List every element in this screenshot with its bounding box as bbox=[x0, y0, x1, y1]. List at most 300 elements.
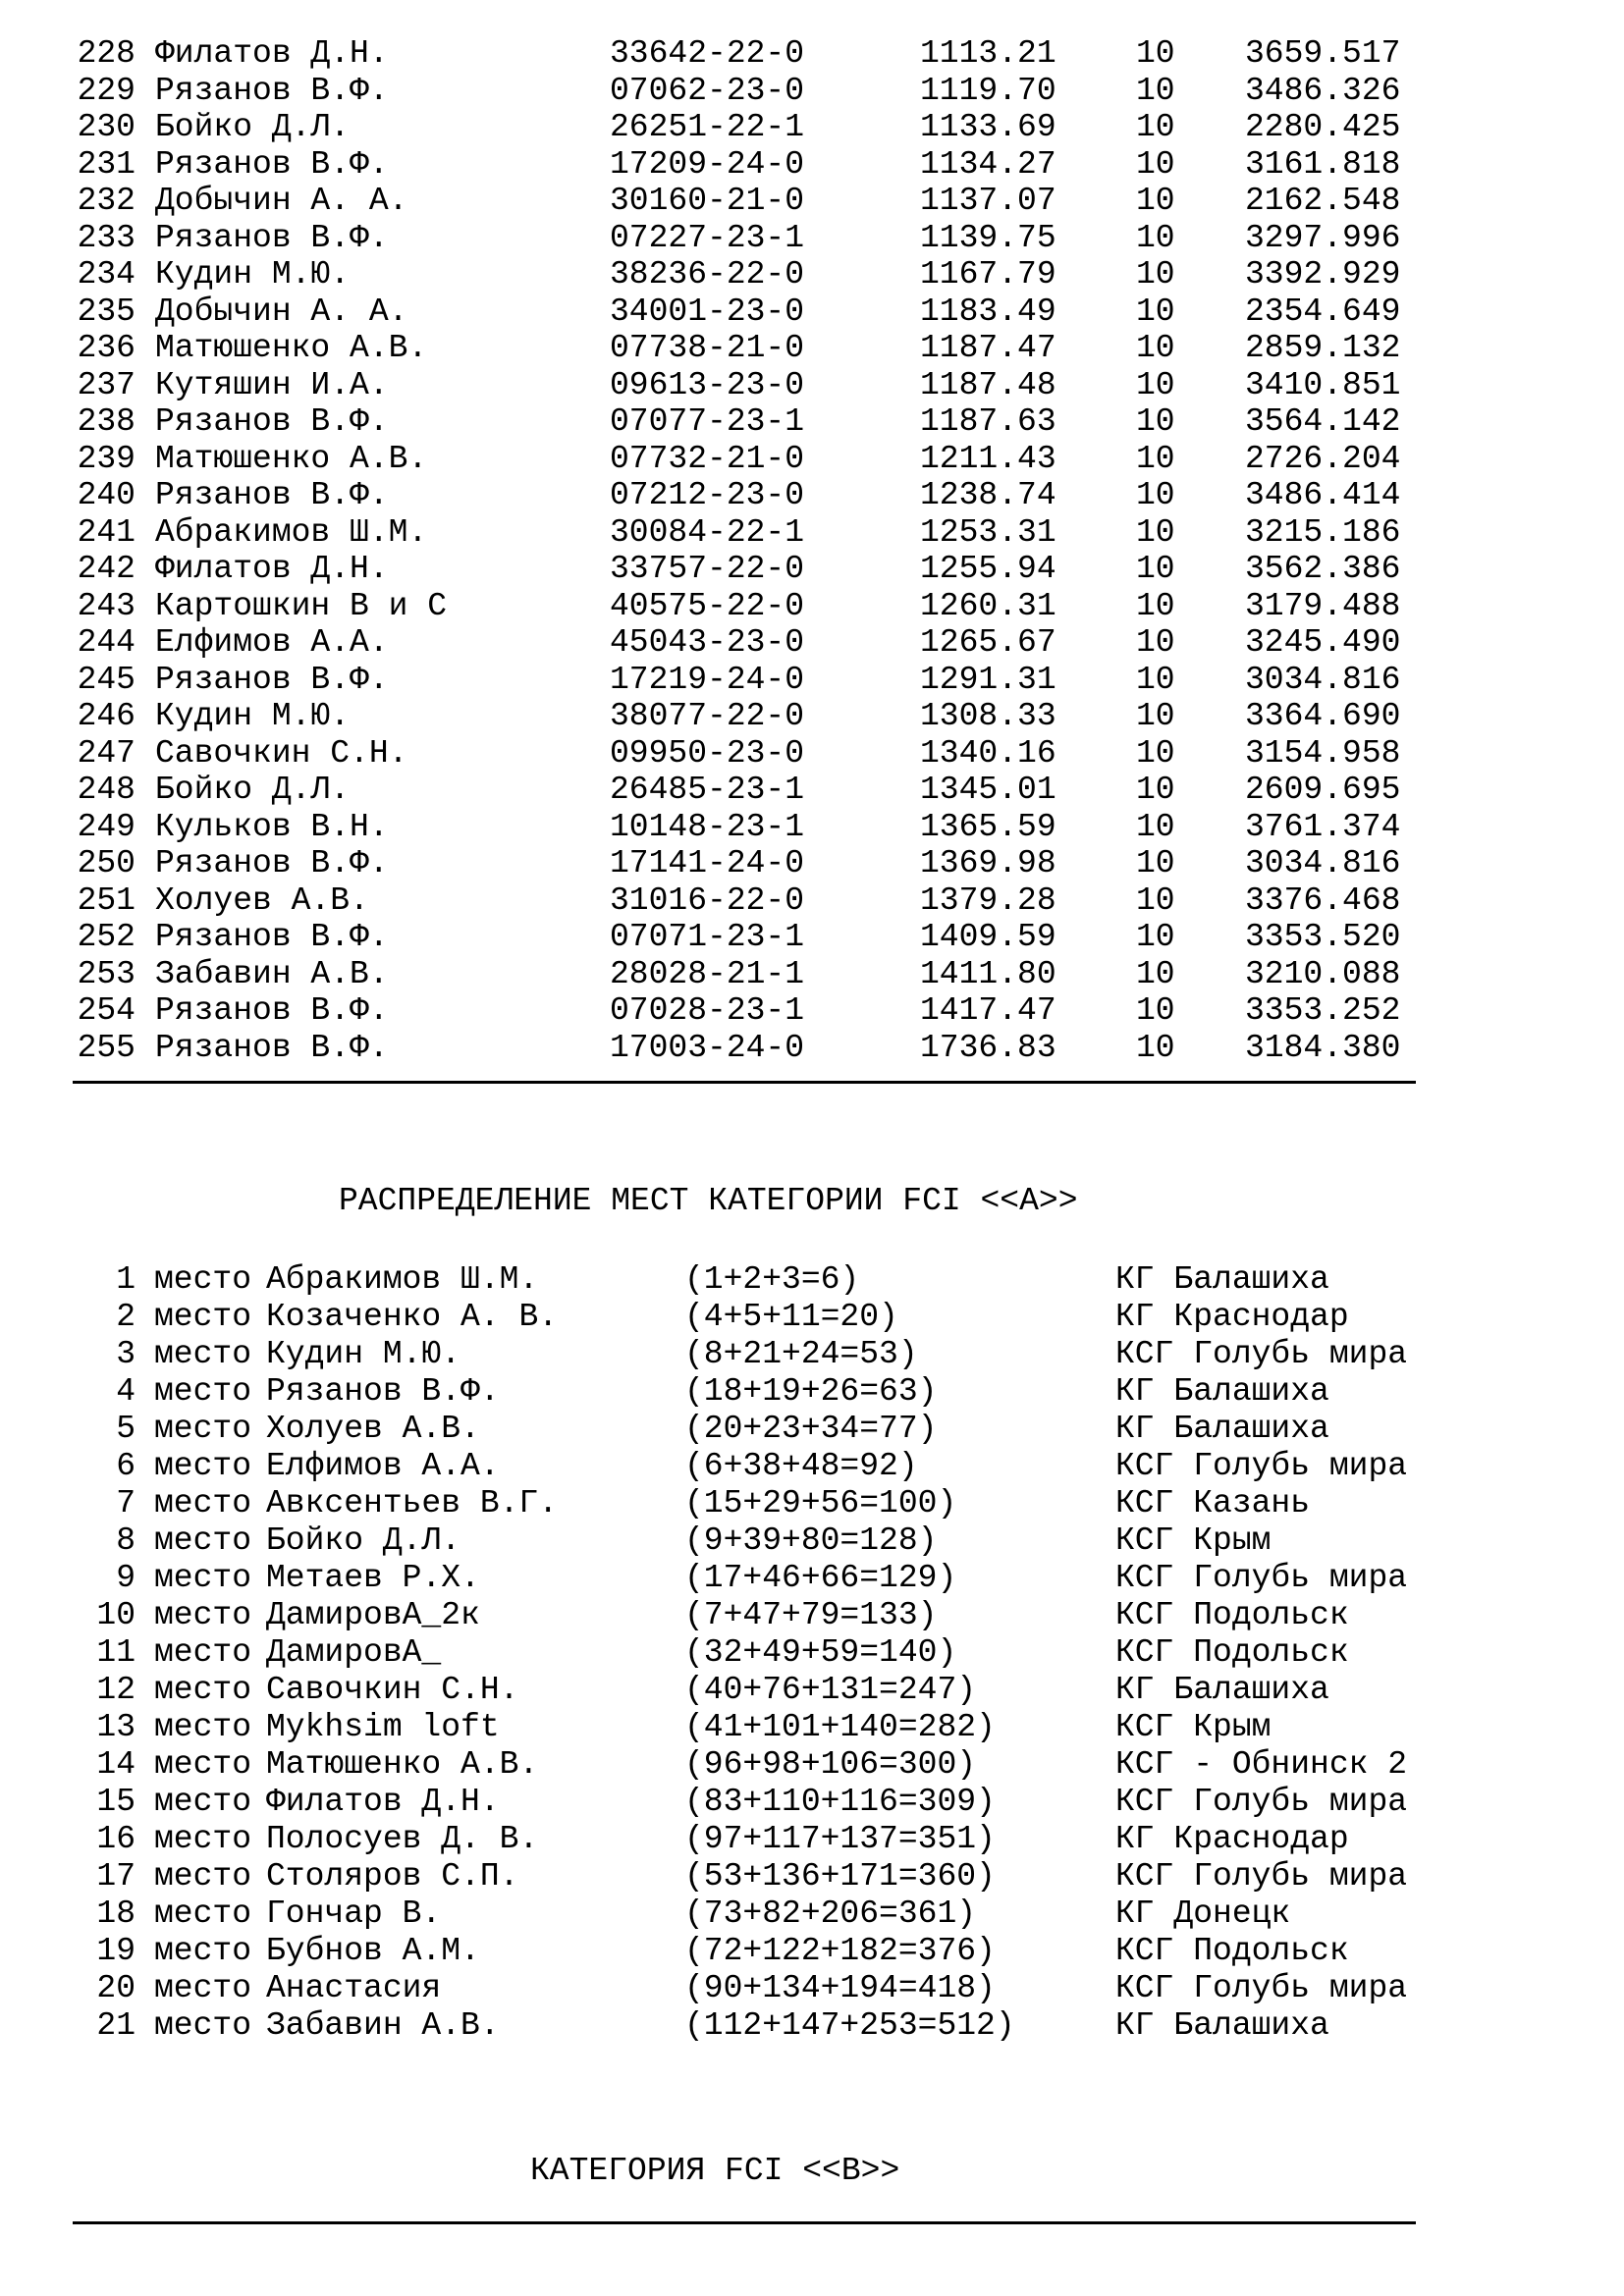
fancier-name: Добычин А. А. bbox=[155, 183, 408, 219]
club-name: КСГ Крым bbox=[1115, 1709, 1272, 1745]
place-number: 21 bbox=[96, 2007, 135, 2044]
coefficient: 1255.94 bbox=[920, 551, 1056, 587]
coefficient: 1260.31 bbox=[920, 587, 1056, 624]
place-number: 5 bbox=[116, 1411, 135, 1447]
fancier-name: Рязанов В.Ф. bbox=[155, 845, 389, 881]
place-label: место bbox=[154, 1896, 252, 1932]
club-name: КСГ Голубь мира bbox=[1115, 1858, 1408, 1895]
place-row bbox=[0, 1672, 1624, 1709]
place-row bbox=[0, 1784, 1624, 1821]
ring-number: 34001-23-0 bbox=[610, 293, 805, 330]
place-row bbox=[0, 1522, 1624, 1560]
fancier-name: Кудин М.Ю. bbox=[266, 1336, 461, 1372]
place-number: 7 bbox=[116, 1485, 135, 1522]
result-rank: 242 bbox=[77, 551, 135, 587]
fancier-name: Рязанов В.Ф. bbox=[155, 919, 389, 955]
pigeon-count: 10 bbox=[1136, 35, 1175, 72]
sum-formula: (18+19+26=63) bbox=[684, 1373, 938, 1410]
result-row bbox=[0, 294, 1624, 331]
club-name: КСГ Голубь мира bbox=[1115, 1336, 1408, 1372]
club-name: КСГ Подольск bbox=[1115, 1634, 1349, 1671]
place-number: 2 bbox=[116, 1299, 135, 1335]
coefficient: 1187.47 bbox=[920, 330, 1056, 366]
fancier-name: Рязанов В.Ф. bbox=[155, 1029, 389, 1066]
ring-number: 07738-21-0 bbox=[610, 330, 805, 366]
result-row bbox=[0, 662, 1624, 699]
place-label: место bbox=[154, 2007, 252, 2044]
fancier-name: Холуев А.В. bbox=[266, 1411, 480, 1447]
result-row bbox=[0, 367, 1624, 404]
place-row bbox=[0, 1970, 1624, 2007]
result-row bbox=[0, 588, 1624, 625]
place-label: место bbox=[154, 1634, 252, 1671]
fancier-name: Рязанов В.Ф. bbox=[155, 72, 389, 109]
place-row bbox=[0, 2007, 1624, 2045]
pigeon-count: 10 bbox=[1136, 1029, 1175, 1066]
category-a-title: РАСПРЕДЕЛЕНИЕ МЕСТ КАТЕГОРИИ FCI <<A>> bbox=[339, 1183, 1078, 1219]
coefficient: 1119.70 bbox=[920, 72, 1056, 109]
result-row bbox=[0, 256, 1624, 294]
result-rank: 250 bbox=[77, 845, 135, 881]
coefficient: 1134.27 bbox=[920, 145, 1056, 183]
club-name: КГ Балашиха bbox=[1115, 1672, 1329, 1708]
place-number: 16 bbox=[96, 1821, 135, 1857]
club-name: КСГ Голубь мира bbox=[1115, 1970, 1408, 2006]
fancier-name: Кудин М.Ю. bbox=[155, 698, 351, 734]
result-row bbox=[0, 146, 1624, 184]
ring-number: 17141-24-0 bbox=[610, 845, 805, 881]
ring-number: 07212-23-0 bbox=[610, 477, 805, 513]
club-name: КСГ Голубь мира bbox=[1115, 1448, 1408, 1484]
points-value: 2609.695 bbox=[1245, 772, 1401, 808]
fancier-name: Савочкин С.Н. bbox=[155, 734, 408, 772]
club-name: КСГ Подольск bbox=[1115, 1933, 1349, 1969]
ring-number: 07732-21-0 bbox=[610, 440, 805, 477]
fancier-name: Рязанов В.Ф. bbox=[266, 1373, 500, 1410]
result-rank: 248 bbox=[77, 772, 135, 808]
pigeon-count: 10 bbox=[1136, 219, 1175, 256]
ring-number: 10148-23-1 bbox=[610, 808, 805, 845]
pigeon-count: 10 bbox=[1136, 293, 1175, 330]
result-row bbox=[0, 772, 1624, 809]
fancier-name: Mykhsim loft bbox=[266, 1709, 500, 1745]
place-number: 14 bbox=[96, 1746, 135, 1783]
sum-formula: (40+76+131=247) bbox=[684, 1672, 977, 1708]
coefficient: 1365.59 bbox=[920, 808, 1056, 845]
fancier-name: Кудин М.Ю. bbox=[155, 256, 351, 293]
sum-formula: (15+29+56=100) bbox=[684, 1485, 957, 1522]
fancier-name: Абракимов Ш.М. bbox=[266, 1261, 539, 1298]
points-value: 3392.929 bbox=[1245, 256, 1401, 293]
horizontal-rule-bottom bbox=[73, 2221, 1416, 2224]
pigeon-count: 10 bbox=[1136, 808, 1175, 845]
fancier-name: ДамировА_ bbox=[266, 1634, 442, 1671]
fancier-name: Гончар В. bbox=[266, 1896, 442, 1932]
result-row bbox=[0, 73, 1624, 110]
sum-formula: (1+2+3=6) bbox=[684, 1261, 860, 1298]
result-rank: 233 bbox=[77, 219, 135, 256]
pigeon-count: 10 bbox=[1136, 698, 1175, 734]
sum-formula: (7+47+79=133) bbox=[684, 1597, 938, 1633]
place-label: место bbox=[154, 1858, 252, 1895]
ring-number: 30160-21-0 bbox=[610, 183, 805, 219]
result-row bbox=[0, 992, 1624, 1030]
club-name: КГ Балашиха bbox=[1115, 2007, 1329, 2044]
fancier-name: Бойко Д.Л. bbox=[266, 1522, 461, 1559]
result-row bbox=[0, 477, 1624, 514]
pigeon-count: 10 bbox=[1136, 587, 1175, 624]
place-label: место bbox=[154, 1784, 252, 1820]
fancier-name: Филатов Д.Н. bbox=[155, 35, 389, 72]
place-number: 12 bbox=[96, 1672, 135, 1708]
club-name: КСГ Казань bbox=[1115, 1485, 1311, 1522]
points-value: 2726.204 bbox=[1245, 440, 1401, 477]
place-label: место bbox=[154, 1821, 252, 1857]
place-label: место bbox=[154, 1336, 252, 1372]
place-row bbox=[0, 1634, 1624, 1672]
result-row bbox=[0, 183, 1624, 220]
place-number: 11 bbox=[96, 1634, 135, 1671]
place-number: 6 bbox=[116, 1448, 135, 1484]
result-rank: 255 bbox=[77, 1029, 135, 1066]
coefficient: 1308.33 bbox=[920, 698, 1056, 734]
ring-number: 31016-22-0 bbox=[610, 881, 805, 919]
place-label: место bbox=[154, 1597, 252, 1633]
pigeon-count: 10 bbox=[1136, 845, 1175, 881]
coefficient: 1167.79 bbox=[920, 256, 1056, 293]
fancier-name: Рязанов В.Ф. bbox=[155, 219, 389, 256]
result-row bbox=[0, 882, 1624, 920]
points-value: 2859.132 bbox=[1245, 330, 1401, 366]
fancier-name: Козаченко А. В. bbox=[266, 1299, 559, 1335]
sum-formula: (8+21+24=53) bbox=[684, 1336, 918, 1372]
points-value: 3034.816 bbox=[1245, 661, 1401, 698]
points-value: 3297.996 bbox=[1245, 219, 1401, 256]
place-number: 9 bbox=[116, 1560, 135, 1596]
place-number: 18 bbox=[96, 1896, 135, 1932]
place-row bbox=[0, 1746, 1624, 1784]
result-row bbox=[0, 919, 1624, 956]
place-row bbox=[0, 1299, 1624, 1336]
points-value: 3154.958 bbox=[1245, 734, 1401, 772]
fancier-name: Картошкин В и С bbox=[155, 587, 448, 624]
points-value: 2280.425 bbox=[1245, 109, 1401, 145]
ring-number: 07028-23-1 bbox=[610, 992, 805, 1029]
fancier-name: Абракимов Ш.М. bbox=[155, 513, 428, 551]
sum-formula: (83+110+116=309) bbox=[684, 1784, 996, 1820]
coefficient: 1736.83 bbox=[920, 1029, 1056, 1066]
ring-number: 38077-22-0 bbox=[610, 698, 805, 734]
points-value: 3486.326 bbox=[1245, 72, 1401, 109]
points-value: 3034.816 bbox=[1245, 845, 1401, 881]
pigeon-count: 10 bbox=[1136, 477, 1175, 513]
place-number: 17 bbox=[96, 1858, 135, 1895]
points-value: 3353.520 bbox=[1245, 919, 1401, 955]
result-row bbox=[0, 109, 1624, 146]
pigeon-count: 10 bbox=[1136, 881, 1175, 919]
result-rank: 235 bbox=[77, 293, 135, 330]
ring-number: 45043-23-0 bbox=[610, 624, 805, 661]
ring-number: 09613-23-0 bbox=[610, 366, 805, 403]
ring-number: 28028-21-1 bbox=[610, 955, 805, 992]
result-row bbox=[0, 35, 1624, 73]
coefficient: 1139.75 bbox=[920, 219, 1056, 256]
club-name: КГ Балашиха bbox=[1115, 1373, 1329, 1410]
fancier-name: Матюшенко А.В. bbox=[155, 330, 428, 366]
place-number: 4 bbox=[116, 1373, 135, 1410]
ring-number: 17209-24-0 bbox=[610, 145, 805, 183]
place-label: место bbox=[154, 1448, 252, 1484]
points-value: 3353.252 bbox=[1245, 992, 1401, 1029]
ring-number: 33757-22-0 bbox=[610, 551, 805, 587]
sum-formula: (90+134+194=418) bbox=[684, 1970, 996, 2006]
result-rank: 244 bbox=[77, 624, 135, 661]
points-value: 3761.374 bbox=[1245, 808, 1401, 845]
result-rank: 229 bbox=[77, 72, 135, 109]
result-rank: 253 bbox=[77, 955, 135, 992]
fancier-name: Матюшенко А.В. bbox=[155, 440, 428, 477]
points-value: 3179.488 bbox=[1245, 587, 1401, 624]
pigeon-count: 10 bbox=[1136, 513, 1175, 551]
points-value: 3245.490 bbox=[1245, 624, 1401, 661]
result-row bbox=[0, 551, 1624, 588]
sum-formula: (112+147+253=512) bbox=[684, 2007, 1015, 2044]
sum-formula: (72+122+182=376) bbox=[684, 1933, 996, 1969]
fancier-name: Рязанов В.Ф. bbox=[155, 145, 389, 183]
pigeon-count: 10 bbox=[1136, 661, 1175, 698]
fancier-name: Елфимов А.А. bbox=[266, 1448, 500, 1484]
place-label: место bbox=[154, 1522, 252, 1559]
sum-formula: (97+117+137=351) bbox=[684, 1821, 996, 1857]
club-name: КСГ Голубь мира bbox=[1115, 1560, 1408, 1596]
result-rank: 228 bbox=[77, 35, 135, 72]
coefficient: 1211.43 bbox=[920, 440, 1056, 477]
points-value: 3364.690 bbox=[1245, 698, 1401, 734]
club-name: КСГ Подольск bbox=[1115, 1597, 1349, 1633]
fancier-name: Бойко Д.Л. bbox=[155, 109, 351, 145]
pigeon-count: 10 bbox=[1136, 109, 1175, 145]
result-row bbox=[0, 441, 1624, 478]
result-rank: 230 bbox=[77, 109, 135, 145]
club-name: КГ Краснодар bbox=[1115, 1821, 1349, 1857]
place-label: место bbox=[154, 1299, 252, 1335]
points-value: 3376.468 bbox=[1245, 881, 1401, 919]
result-rank: 239 bbox=[77, 440, 135, 477]
pigeon-count: 10 bbox=[1136, 551, 1175, 587]
fancier-name: Добычин А. А. bbox=[155, 293, 408, 330]
coefficient: 1409.59 bbox=[920, 919, 1056, 955]
pigeon-count: 10 bbox=[1136, 440, 1175, 477]
coefficient: 1137.07 bbox=[920, 183, 1056, 219]
pigeon-count: 10 bbox=[1136, 145, 1175, 183]
coefficient: 1369.98 bbox=[920, 845, 1056, 881]
ring-number: 30084-22-1 bbox=[610, 513, 805, 551]
place-row bbox=[0, 1261, 1624, 1299]
places-list bbox=[0, 1261, 1624, 2045]
place-row bbox=[0, 1896, 1624, 1933]
result-rank: 243 bbox=[77, 587, 135, 624]
place-number: 8 bbox=[116, 1522, 135, 1559]
place-row bbox=[0, 1448, 1624, 1485]
points-value: 3562.386 bbox=[1245, 551, 1401, 587]
result-row bbox=[0, 514, 1624, 552]
result-rank: 252 bbox=[77, 919, 135, 955]
place-label: место bbox=[154, 1373, 252, 1410]
fancier-name: Кутяшин И.А. bbox=[155, 366, 389, 403]
result-row bbox=[0, 956, 1624, 993]
horizontal-rule-top bbox=[73, 1081, 1416, 1084]
ring-number: 40575-22-0 bbox=[610, 587, 805, 624]
points-value: 3161.818 bbox=[1245, 145, 1401, 183]
points-value: 2162.548 bbox=[1245, 183, 1401, 219]
sum-formula: (73+82+206=361) bbox=[684, 1896, 977, 1932]
place-number: 10 bbox=[96, 1597, 135, 1633]
club-name: КСГ Крым bbox=[1115, 1522, 1272, 1559]
result-row bbox=[0, 735, 1624, 773]
fancier-name: Бубнов А.М. bbox=[266, 1933, 480, 1969]
coefficient: 1133.69 bbox=[920, 109, 1056, 145]
fancier-name: Рязанов В.Ф. bbox=[155, 992, 389, 1029]
result-rank: 231 bbox=[77, 145, 135, 183]
ring-number: 26251-22-1 bbox=[610, 109, 805, 145]
result-rank: 254 bbox=[77, 992, 135, 1029]
sum-formula: (53+136+171=360) bbox=[684, 1858, 996, 1895]
fancier-name: Филатов Д.Н. bbox=[155, 551, 389, 587]
result-rank: 238 bbox=[77, 403, 135, 440]
place-row bbox=[0, 1597, 1624, 1634]
pigeon-count: 10 bbox=[1136, 734, 1175, 772]
fancier-name: Филатов Д.Н. bbox=[266, 1784, 500, 1820]
place-row bbox=[0, 1411, 1624, 1448]
place-label: место bbox=[154, 1411, 252, 1447]
sum-formula: (17+46+66=129) bbox=[684, 1560, 957, 1596]
fancier-name: Столяров С.П. bbox=[266, 1858, 519, 1895]
result-row bbox=[0, 1030, 1624, 1067]
ring-number: 07077-23-1 bbox=[610, 403, 805, 440]
pigeon-count: 10 bbox=[1136, 772, 1175, 808]
sum-formula: (4+5+11=20) bbox=[684, 1299, 898, 1335]
place-row bbox=[0, 1373, 1624, 1411]
place-label: место bbox=[154, 1560, 252, 1596]
coefficient: 1113.21 bbox=[920, 35, 1056, 72]
place-row bbox=[0, 1336, 1624, 1373]
result-rank: 236 bbox=[77, 330, 135, 366]
place-label: место bbox=[154, 1746, 252, 1783]
place-number: 20 bbox=[96, 1970, 135, 2006]
fancier-name: Холуев А.В. bbox=[155, 881, 369, 919]
place-number: 15 bbox=[96, 1784, 135, 1820]
result-rank: 247 bbox=[77, 734, 135, 772]
fancier-name: Рязанов В.Ф. bbox=[155, 403, 389, 440]
points-value: 3659.517 bbox=[1245, 35, 1401, 72]
pigeon-count: 10 bbox=[1136, 330, 1175, 366]
category-b-title: КАТЕГОРИЯ FCI <<B>> bbox=[530, 2153, 900, 2189]
pigeon-count: 10 bbox=[1136, 256, 1175, 293]
pigeon-count: 10 bbox=[1136, 919, 1175, 955]
fancier-name: Савочкин С.Н. bbox=[266, 1672, 519, 1708]
result-row bbox=[0, 809, 1624, 846]
result-row bbox=[0, 698, 1624, 735]
points-value: 3215.186 bbox=[1245, 513, 1401, 551]
result-row bbox=[0, 845, 1624, 882]
coefficient: 1417.47 bbox=[920, 992, 1056, 1029]
fancier-name: Рязанов В.Ф. bbox=[155, 477, 389, 513]
sum-formula: (9+39+80=128) bbox=[684, 1522, 938, 1559]
coefficient: 1340.16 bbox=[920, 734, 1056, 772]
points-value: 3410.851 bbox=[1245, 366, 1401, 403]
result-rank: 241 bbox=[77, 513, 135, 551]
result-rank: 240 bbox=[77, 477, 135, 513]
sum-formula: (6+38+48=92) bbox=[684, 1448, 918, 1484]
place-number: 3 bbox=[116, 1336, 135, 1372]
coefficient: 1238.74 bbox=[920, 477, 1056, 513]
club-name: КГ Краснодар bbox=[1115, 1299, 1349, 1335]
ring-number: 07062-23-0 bbox=[610, 72, 805, 109]
place-number: 1 bbox=[116, 1261, 135, 1298]
place-number: 19 bbox=[96, 1933, 135, 1969]
ring-number: 17003-24-0 bbox=[610, 1029, 805, 1066]
result-rank: 234 bbox=[77, 256, 135, 293]
ring-number: 38236-22-0 bbox=[610, 256, 805, 293]
fancier-name: Метаев Р.Х. bbox=[266, 1560, 480, 1596]
fancier-name: Бойко Д.Л. bbox=[155, 772, 351, 808]
place-label: место bbox=[154, 1709, 252, 1745]
fancier-name: Анастасия bbox=[266, 1970, 442, 2006]
sum-formula: (96+98+106=300) bbox=[684, 1746, 977, 1783]
points-value: 3184.380 bbox=[1245, 1029, 1401, 1066]
fancier-name: Забавин А.В. bbox=[155, 955, 389, 992]
pigeon-count: 10 bbox=[1136, 624, 1175, 661]
ring-number: 07071-23-1 bbox=[610, 919, 805, 955]
club-name: КГ Донецк bbox=[1115, 1896, 1291, 1932]
place-label: место bbox=[154, 1261, 252, 1298]
place-label: место bbox=[154, 1933, 252, 1969]
place-row bbox=[0, 1933, 1624, 1970]
sum-formula: (20+23+34=77) bbox=[684, 1411, 938, 1447]
coefficient: 1183.49 bbox=[920, 293, 1056, 330]
club-name: КГ Балашиха bbox=[1115, 1261, 1329, 1298]
pigeon-count: 10 bbox=[1136, 403, 1175, 440]
points-value: 3486.414 bbox=[1245, 477, 1401, 513]
sum-formula: (41+101+140=282) bbox=[684, 1709, 996, 1745]
club-name: КСГ Голубь мира bbox=[1115, 1784, 1408, 1820]
result-row bbox=[0, 624, 1624, 662]
ring-number: 09950-23-0 bbox=[610, 734, 805, 772]
result-rank: 246 bbox=[77, 698, 135, 734]
result-rank: 237 bbox=[77, 366, 135, 403]
ring-number: 17219-24-0 bbox=[610, 661, 805, 698]
fancier-name: ДамировА_2к bbox=[266, 1597, 480, 1633]
points-value: 2354.649 bbox=[1245, 293, 1401, 330]
result-rank: 249 bbox=[77, 808, 135, 845]
pigeon-count: 10 bbox=[1136, 955, 1175, 992]
results-table bbox=[0, 35, 1624, 1066]
place-row bbox=[0, 1560, 1624, 1597]
coefficient: 1379.28 bbox=[920, 881, 1056, 919]
club-name: КСГ - Обнинск 2 bbox=[1115, 1746, 1408, 1783]
coefficient: 1187.63 bbox=[920, 403, 1056, 440]
place-row bbox=[0, 1485, 1624, 1522]
result-row bbox=[0, 330, 1624, 367]
place-label: место bbox=[154, 1970, 252, 2006]
pigeon-count: 10 bbox=[1136, 183, 1175, 219]
coefficient: 1291.31 bbox=[920, 661, 1056, 698]
place-label: место bbox=[154, 1672, 252, 1708]
pigeon-count: 10 bbox=[1136, 72, 1175, 109]
fancier-name: Полосуев Д. В. bbox=[266, 1821, 539, 1857]
coefficient: 1411.80 bbox=[920, 955, 1056, 992]
place-row bbox=[0, 1709, 1624, 1746]
